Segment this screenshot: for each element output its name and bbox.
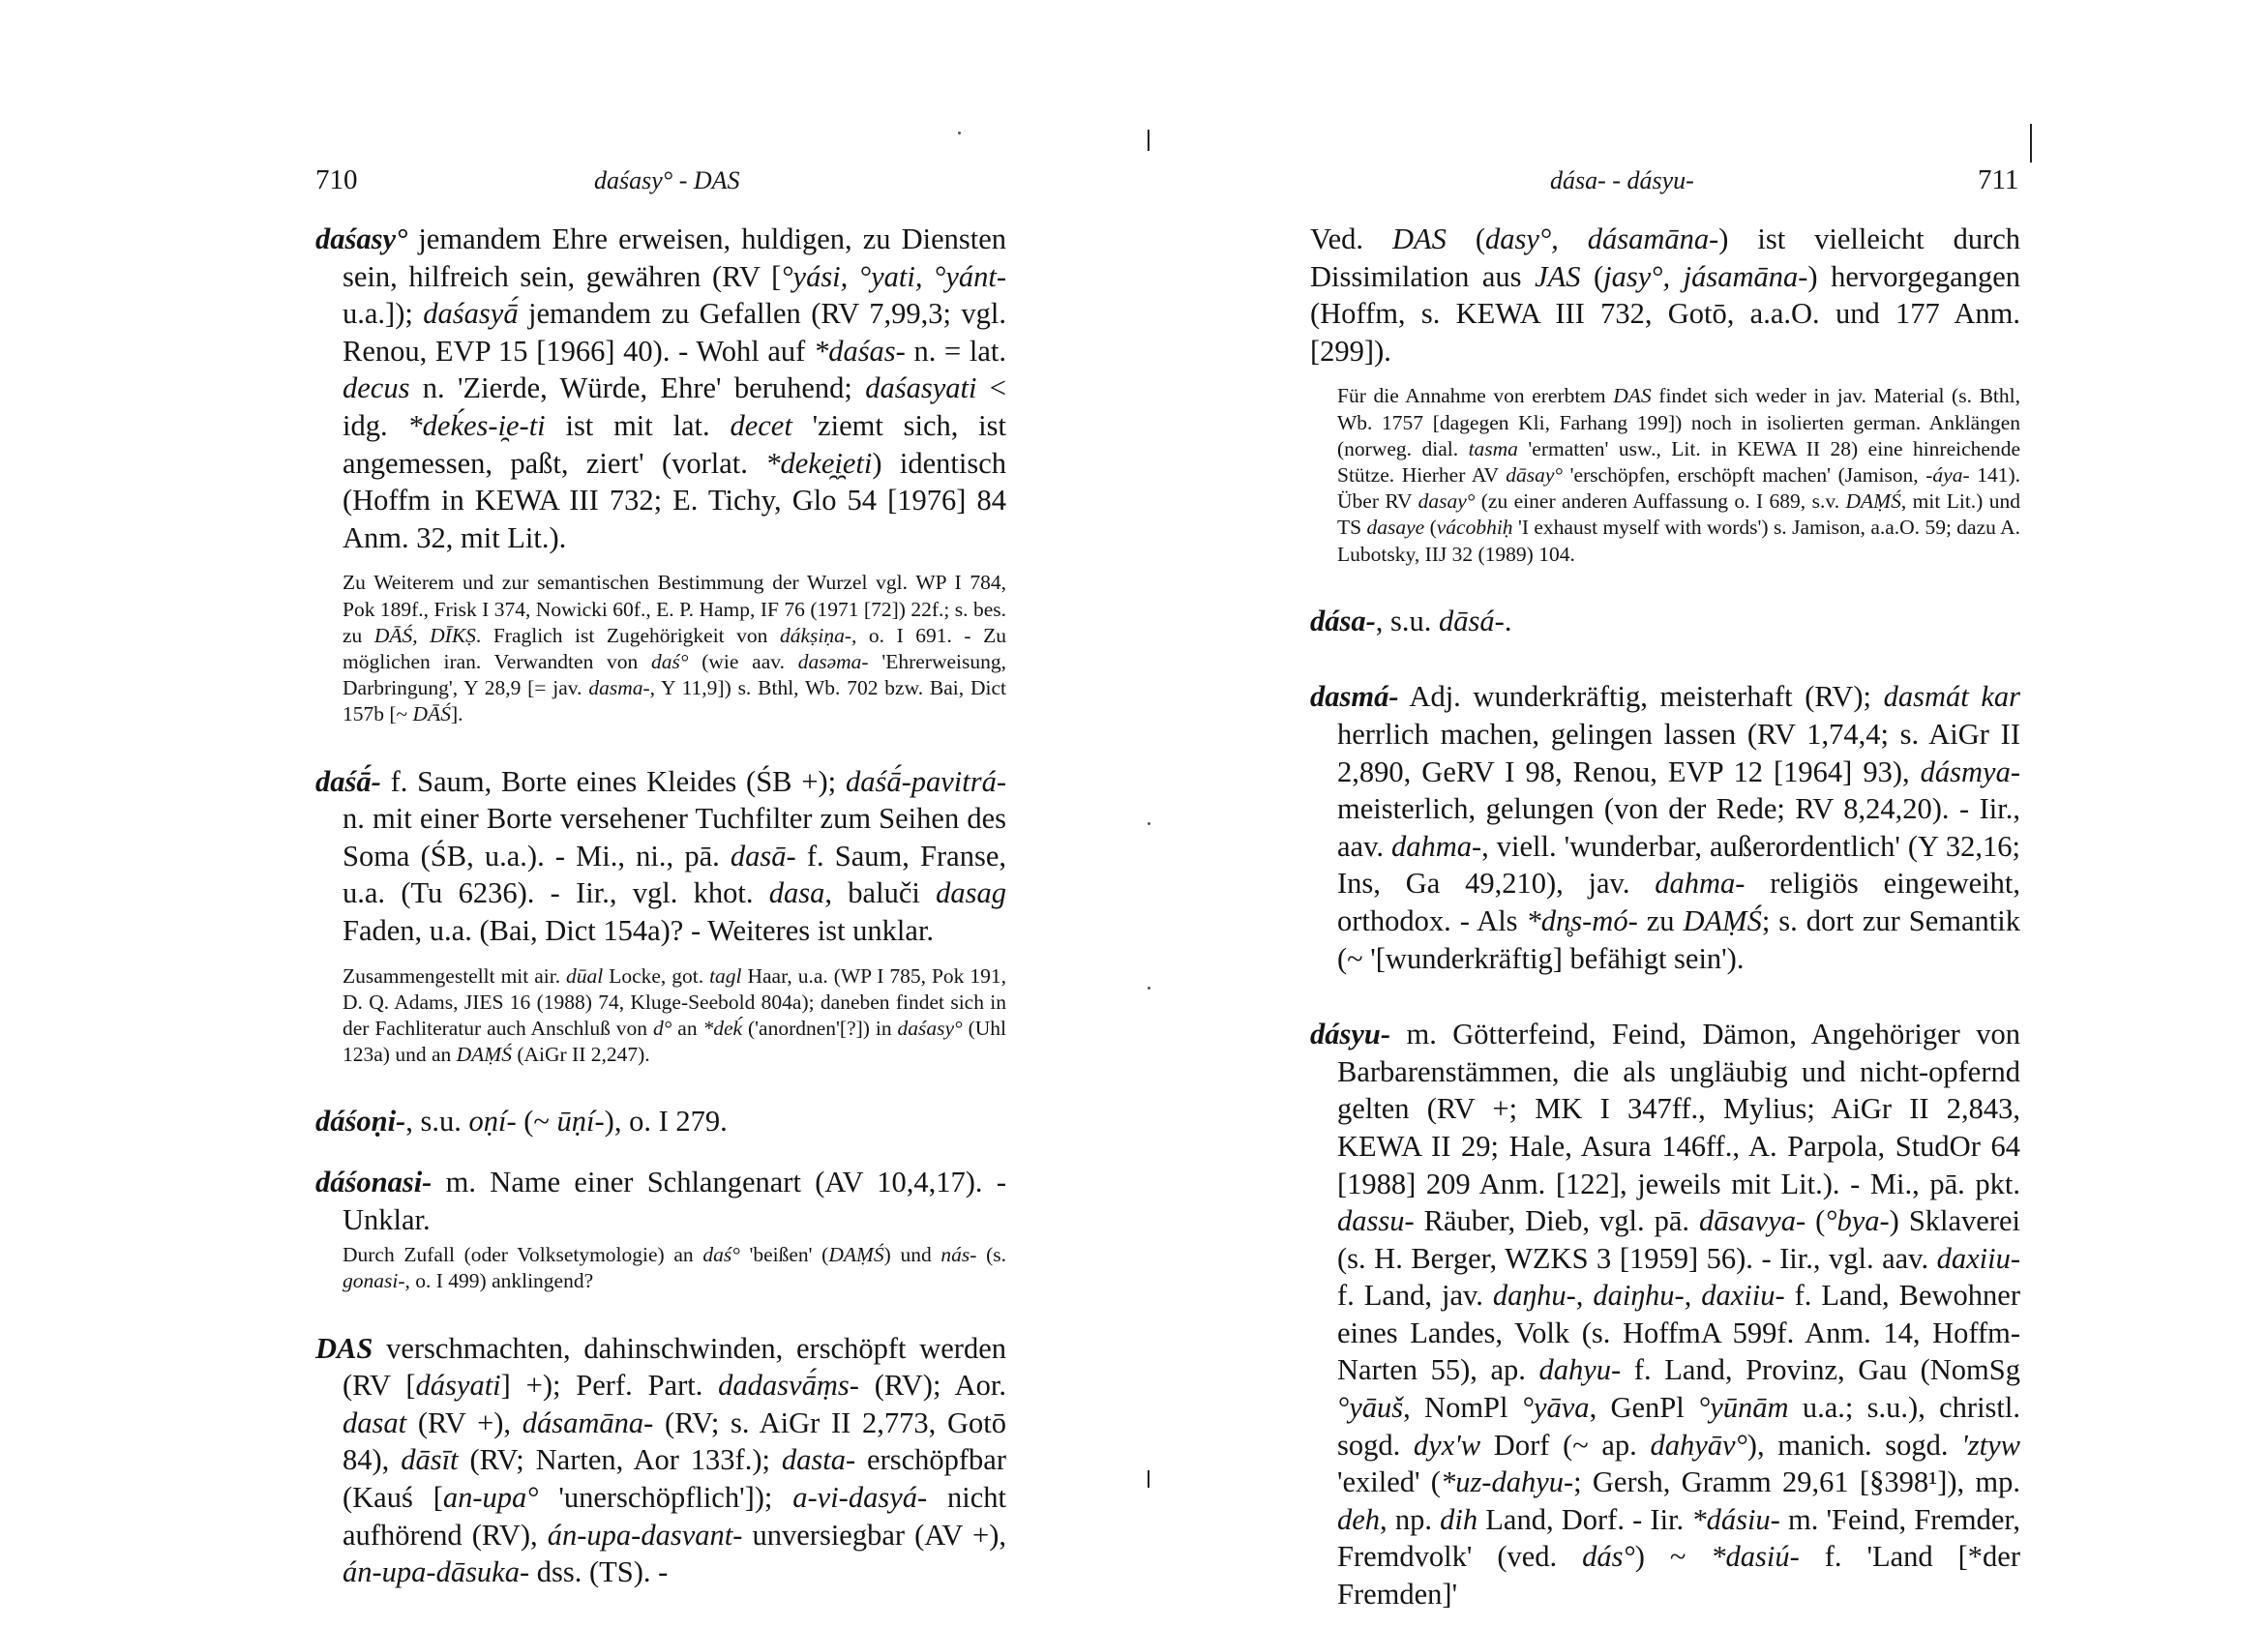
text-column (315, 221, 1006, 1605)
footnote-block: Zu Weiterem und zur semantischen Bestimmung der Wurzel vgl. WP I 784, Pok 189f., Frisk I 374, Nowicki 60f., E. P. Hamp, IF 76 (1971 [72]) 22f.; s. bes. zu DĀŚ, DĪKṢ. Fraglich ist Zugehörigkeit von dákṣiṇa-, o. I 691. - Zu möglichen iran. Verwandten von daś° (wie aav. dasəma- 'Ehrerweisung, Darbringung', Y 28,9 [= jav. dasma-, Y 11,9]) s. Bthl, Wb. 702 bzw. Bai, Dict 157b [~ DĀŚ]. (343, 571, 1006, 726)
dictionary-entry: DAS verschmachten, dahinschwinden, erschöpft werden (RV [dásyati] +); Perf. Part. dadasvā́ṃs- (RV); Aor. dasat (RV +), dásamāna- (RV; s. AiGr II 2,773, Gotō 84), dāsīt (RV; Narten, Aor 133f.); dasta- erschöpfbar (Kauś [an-upa° 'unerschöpflich']); a-vi-dasyá- nicht aufhörend (RV), án-upa-dasvant- unversiegbar (AV +), án-upa-dāsuka- dss. (TS). - (315, 1331, 1006, 1589)
dictionary-entry: daśasy° jemandem Ehre erweisen, huldigen, zu Diensten sein, hilfreich sein, gewähren (RV [°yási, °yati, °yánt- u.a.]); daśasyā́ jemandem zu Gefallen (RV 7,99,3; vgl. Renou, EVP 15 [1966] 40). - Wohl auf *daśas- n. = lat. decus n. 'Zierde, Würde, Ehre' beruhend; daśasyati < idg. *deḱes-i̯e-ti ist mit lat. decet 'ziemt sich, ist angemessen, paßt, ziert' (vorlat. *deke̯i̯eti) identisch (Hoffm in KEWA III 732; E. Tichy, Glo 54 [1976] 84 Anm. 32, mit Lit.). (315, 222, 1007, 554)
text-column (1310, 221, 2020, 1627)
right-page (1134, 0, 2268, 1612)
dictionary-entry: daśā́- f. Saum, Borte eines Kleides (ŚB +); daśā́-pavitrá- n. mit einer Borte versehener Tuchfilter zum Seihen des Soma (ŚB, u.a.). - Mi., ni., pā. dasā- f. Saum, Franse, u.a. (Tu 6236). - Iir., vgl. khot. dasa, baluči dasag Faden, u.a. (Bai, Dict 154a)? - Weiteres ist unklar. (315, 764, 1006, 947)
dictionary-entry: dáśoṇi-, s.u. oṇí- (~ ūṇí-), o. I 279. (315, 1105, 728, 1139)
dictionary-entry: dáśonasi- m. Name einer Schlangenart (AV 10,4,17). - Unklar. (315, 1165, 1006, 1236)
left-page (0, 0, 1134, 1602)
page-number: 710 (315, 164, 358, 195)
footnote-block: Durch Zufall (oder Volksetymologie) an daś° 'beißen' (DAṂŚ) und nás- (s. gonasi-, o. I 499) anklingend? (343, 1243, 1007, 1293)
page-number: 711 (1978, 164, 2019, 195)
dictionary-entry: Ved. DAS (dasy°, dásamāna-) ist vielleicht durch Dissimilation aus JAS (jasy°, jásamāna-) hervorgegangen (Hoffm, s. KEWA III 732, Gotō, a.a.O. und 177 Anm. [299]). (1310, 222, 2021, 368)
dictionary-entry: dasmá- Adj. wunderkräftig, meisterhaft (RV); dasmát kar herrlich machen, gelingen lassen (RV 1,74,4; s. AiGr II 2,890, GeRV I 98, Renou, EVP 12 [1964] 93), dásmya- meisterlich, gelungen (von der Rede; RV 8,24,20). - Iir., aav. dahma-, viell. 'wunderbar, außerordentlich' (Y 32,16; Ins, Ga 49,210), jav. dahma- religiös eingeweiht, orthodox. - Als *dn̥s-mó- zu DAṂŚ; s. dort zur Semantik (~ '[wunderkräftig] befähigt sein'). (1310, 680, 2021, 975)
footnote-block: Zusammengestellt mit air. dūal Locke, got. tagl Haar, u.a. (WP I 785, Pok 191, D. Q. Adams, JIES 16 (1988) 74, Kluge-Seebold 804a); daneben findet sich in der Fachliteratur auch Anschluß von d° an *deḱ ('anordnen'[?]) in daśasy° (Uhl 123a) und an DAṂŚ (AiGr II 2,247). (343, 963, 1007, 1067)
dictionary-entry: dásyu- m. Götterfeind, Feind, Dämon, Angehöriger von Barbarenstämmen, die als ungläubig und nicht-opfernd gelten (RV +; MK I 347ff., Mylius; AiGr II 2,843, KEWA II 29; Hale, Asura 146ff., A. Parpola, StudOr 64 [1988] 209 Anm. [122], jeweils mit Lit.). - Mi., pā. pkt. dassu- Räuber, Dieb, vgl. pā. dāsavya- (°bya-) Sklaverei (s. H. Berger, WZKS 3 [1959] 56). - Iir., vgl. aav. daxiiu- f. Land, jav. daŋhu-, daiŋhu-, daxiiu- f. Land, Bewohner eines Landes, Volk (s. HoffmA 599f. Anm. 14, Hoffm-Narten 55), ap. dahyu- f. Land, Provinz, Gau (NomSg °yāuš, NomPl °yāva, GenPl °yūnām u.a.; s.u.), christl. sogd. dyx'w Dorf (~ ap. dahyāv°), manich. sogd. 'ztyw 'exiled' (*uz-dahyu-; Gersh, Gramm 29,61 [§398¹]), mp. deh, np. dih Land, Dorf. - Iir. *dásiu- m. 'Feind, Fremder, Fremdvolk' (ved. dás°) ~ *dasiú- f. 'Land [*der Fremden]' (1310, 1018, 2021, 1612)
dictionary-entry: dása-, s.u. dāsá-. (1310, 604, 1512, 637)
running-head: dása- - dásyu- (1550, 166, 1694, 194)
footnote-block: Für die Annahme von ererbtem DAS findet sich weder in jav. Material (s. Bthl, Wb. 1757 [dagegen Kli, Farhang 199]) noch in isolierten german. Anklängen (norweg. dial. tasma 'ermatten' usw., Lit. in KEWA II 28) eine hinreichende Stütze. Hierher AV dāsay° 'erschöpfen, erschöpft machen' (Jamison, -áya- 141). Über RV dasay° (zu einer anderen Auffassung o. I 689, s.v. DAṂŚ, mit Lit.) und TS dasaye (vácobhiḥ 'I exhaust myself with words') s. Jamison, a.a.O. 59; dazu A. Lubotsky, IIJ 32 (1989) 104. (1337, 384, 2020, 566)
running-head: daśasy° - DAS (594, 166, 740, 194)
